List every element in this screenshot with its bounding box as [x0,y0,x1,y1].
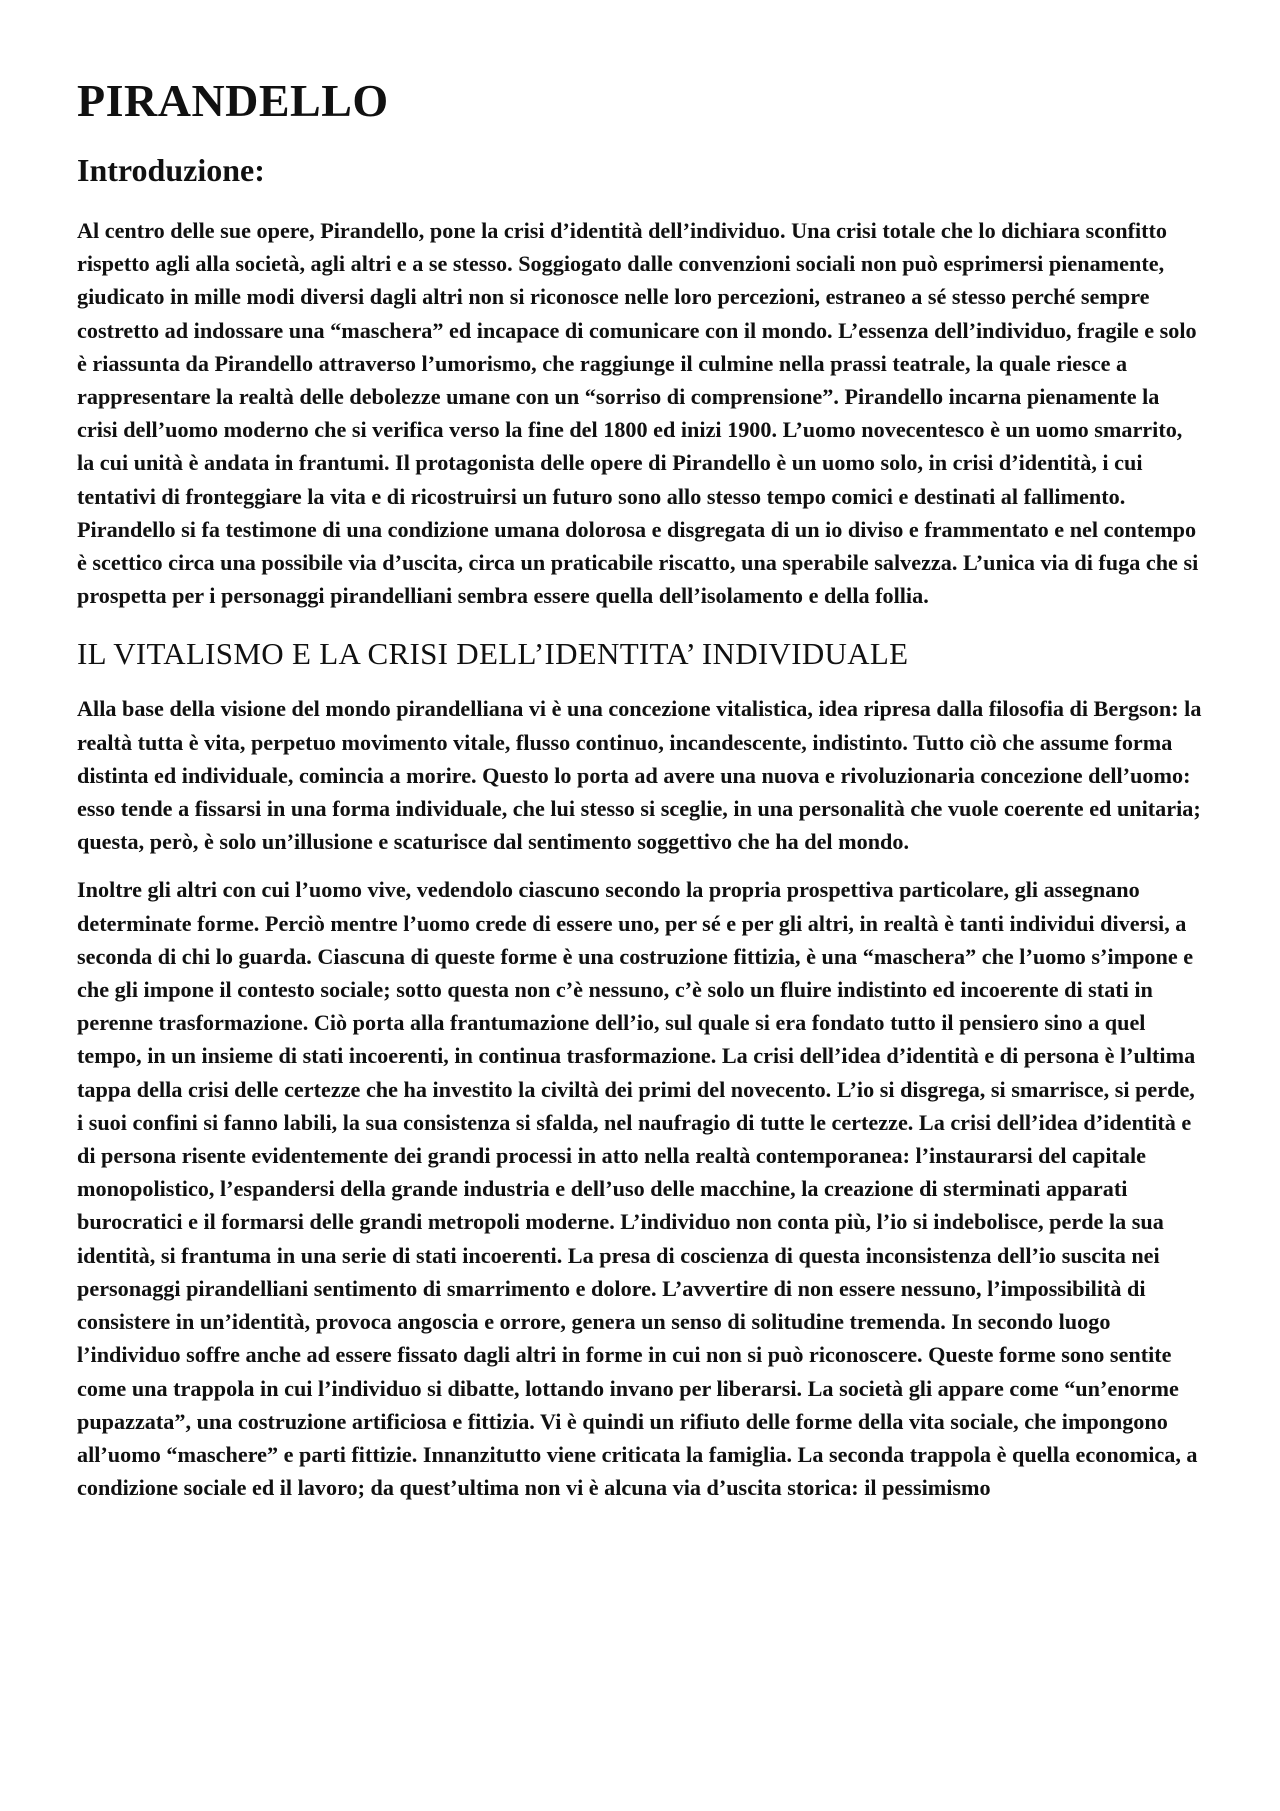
intro-heading: Introduzione: [77,152,265,188]
intro-paragraph: Al centro delle sue opere, Pirandello, pone la crisi d’identità dell’individuo. Una crisi totale che lo dichiara sconfitto rispetto agli alla società, agli altri e a se stesso. Soggiogato dalle convenzioni sociali non può esprimersi pienamente, giudicato in mille modi diversi dagli altri non si riconosce nelle loro percezioni, estraneo a sé stesso perché sempre costretto ad indossare una “maschera” ed incapace di comunicare con il mondo. L’essenza dell’individuo, fragile e solo è riassunta da Pirandello attraverso l’umorismo, che raggiunge il culmine nella prassi teatrale, la quale riesce a rappresentare la realtà delle debolezze umane con un “sorriso di comprensione”. Pirandello incarna pienamente la crisi dell’uomo moderno che si verifica verso la fine del 1800 ed inizi 1900. L’uomo novecentesco è un uomo smarrito, la cui unità è andata in frantumi. Il protagonista delle opere di Pirandello è un uomo solo, in crisi d’identità, i cui tentativi di fronteggiare la vita e di ricostruirsi un futuro sono allo stesso tempo comici e destinati al fallimento. Pirandello si fa testimone di una condizione umana dolorosa e disgregata di un io diviso e frammentato e nel contempo è scettico circa una possibile via d’uscita, circa un praticabile riscatto, una sperabile salvezza. L’unica via di fuga che si prospetta per i personaggi pirandelliani sembra essere quella dell’isolamento e della follia. [77,218,1199,609]
section-heading: IL VITALISMO E LA CRISI DELL’IDENTITA’ INDIVIDUALE [77,636,909,672]
document-title: PIRANDELLO [77,75,389,126]
section-paragraph-1: Alla base della visione del mondo pirandelliana vi è una concezione vitalistica, idea ripresa dalla filosofia di Bergson: la realtà tutta è vita, perpetuo movimento vitale, flusso continuo, incandescente, indistinto. Tutto ciò che assume forma distinta ed individuale, comincia a morire. Questo lo porta ad avere una nuova e rivoluzionaria concezione dell’uomo: esso tende a fissarsi in una forma individuale, che lui stesso si sceglie, in una personalità che vuole coerente ed unitaria; questa, però, è solo un’illusione e scaturisce dal sentimento soggettivo che ha del mondo. [77,696,1202,855]
section-paragraph-2: Inoltre gli altri con cui l’uomo vive, vedendolo ciascuno secondo la propria prospettiva particolare, gli assegnano determinate forme. Perciò mentre l’uomo crede di essere uno, per sé e per gli altri, in realtà è tanti individui diversi, a seconda di chi lo guarda. Ciascuna di queste forme è una costruzione fittizia, è una “maschera” che l’uomo s’impone e che gli impone il contesto sociale; sotto questa non c’è nessuno, c’è solo un fluire indistinto ed incoerente di stati in perenne trasformazione. Ciò porta alla frantumazione dell’io, sul quale si era fondato tutto il pensiero sino a quel tempo, in un insieme di stati incoerenti, in continua trasformazione. La crisi dell’idea d’identità e di persona è l’ultima tappa della crisi delle certezze che ha investito la civiltà dei primi del novecento. L’io si disgrega, si smarrisce, si perde, i suoi confini si fanno labili, la sua consistenza si sfalda, nel naufragio di tutte le certezze. La crisi dell’idea d’identità e di persona risente evidentemente dei grandi processi in atto nella realtà contemporanea: l’instaurarsi del capitale monopolistico, l’espandersi della grande industria e dell’uso delle macchine, la creazione di sterminati apparati burocratici e il formarsi delle grandi metropoli moderne. L’individuo non conta più, l’io si indebolisce, perde la sua identità, si frantuma in una serie di stati incoerenti. La presa di coscienza di questa inconsistenza dell’io suscita nei personaggi pirandelliani sentimento di smarrimento e dolore. L’avvertire di non essere nessuno, l’impossibilità di consistere in un’identità, provoca angoscia e orrore, genera un senso di solitudine tremenda. In secondo luogo l’individuo soffre anche ad essere fissato dagli altri in forme in cui non si può riconoscere. Queste forme sono sentite come una trappola in cui l’individuo si dibatte, lottando invano per liberarsi. La società gli appare come “un’enorme pupazzata”, una costruzione artificiosa e fittizia. Vi è quindi un rifiuto delle forme della vita sociale, che impongono all’uomo “maschere” e parti fittizie. Innanzitutto viene criticata la famiglia. La seconda trappola è quella economica, a condizione sociale ed il lavoro; da quest’ultima non vi è alcuna via d’uscita storica: il pessimismo [77,877,1198,1501]
